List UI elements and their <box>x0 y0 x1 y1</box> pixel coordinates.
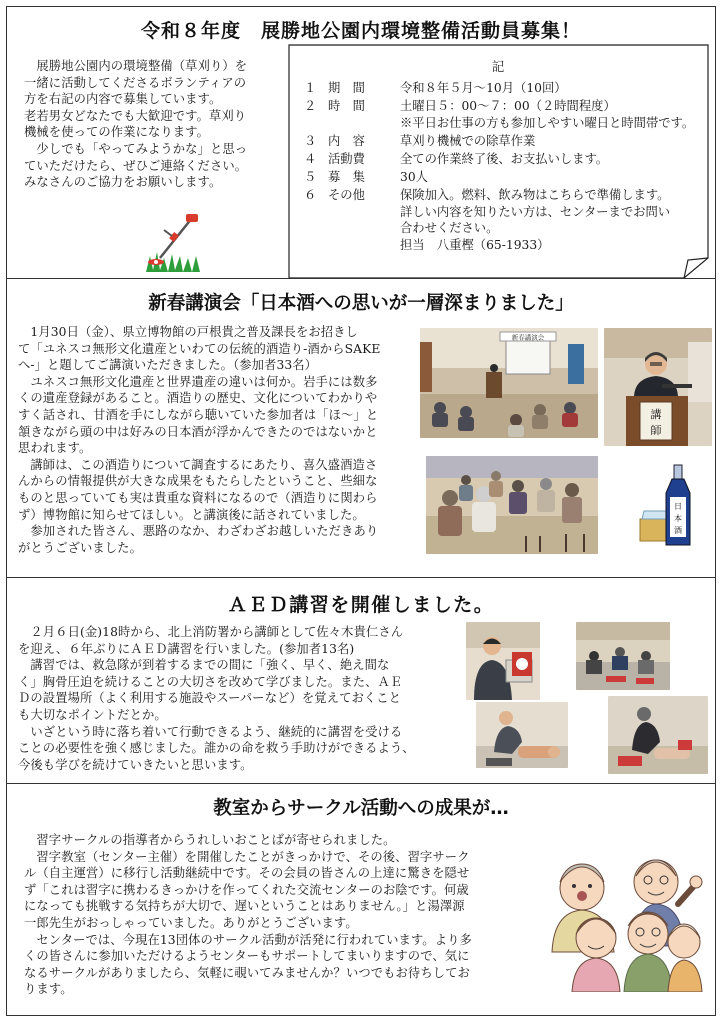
detail-label: 募 集 <box>328 170 365 184</box>
sake-label-2: 本 <box>674 514 682 523</box>
aed-title: ＡＥＤ講習を開催しました。 <box>227 594 495 616</box>
detail-value: 令和８年５月～10月（10回） <box>400 81 567 95</box>
recruit-section <box>6 6 716 278</box>
detail-value: 草刈り機械での除草作業 <box>400 134 536 148</box>
lecture-title: 新春講演会「日本酒への思いが一層深まりました」 <box>148 293 574 314</box>
speaker-photo <box>604 328 712 446</box>
detail-value: 保険加入。燃料、飲み物はこちらで準備します。 詳しい内容を知りたい方は、センターまでお問い 合わせください。 担当 八重樫（65-1933） <box>400 188 671 252</box>
detail-label: 期 間 <box>328 81 365 95</box>
detail-num: ４ <box>304 152 317 166</box>
detail-label: 時 間 <box>328 99 365 113</box>
circle-title: 教室からサークル活動への成果が… <box>213 798 509 819</box>
detail-value: 30人 <box>400 170 428 184</box>
lecture-section <box>6 279 716 576</box>
detail-value: 全ての作業終了後、お支払いします。 <box>400 152 609 166</box>
circle-section <box>6 784 716 1016</box>
detail-label: 内 容 <box>328 134 365 148</box>
detail-num: ５ <box>304 170 317 184</box>
detail-num: ６ <box>304 188 317 202</box>
lecture-banner-text: 新春講演会 <box>511 333 545 342</box>
podium-label-top: 講 <box>650 408 662 421</box>
lecture-body: 1月30日（金）、県立博物館の戸根貴之普及課長をお招きし て「ユネスコ無形文化遺産といわての伝統的酒造り-酒からSAKE へ-」と題してご講演いただきました。（参加者33名） ユネスコ無形文化遺産と世界遺産の違いは何か。岩手には数多 くの遺産登録があること。酒造りの歴史、文化についてわかりや すく話され、甘酒を手にしながら聴いていた参加者は「ほ～」と 頷きながら頭の中は好みの日本酒が浮かんできたのではないかと 思われます。 講師は、この酒造りについて調査するにあたり、喜久盛酒造さ んからの情報提供が大きな成果をもたらしたということ、些細な ものと思っていても実は貴重な資料になるので（酒造りに関わら ず）博物館に知らせてほしい。と講演後に話されていました。 参加された皆さん、悪路のなか、わざわざお越しいただきあり がとうございました。 <box>18 325 381 555</box>
detail-value: 土曜日５：00～７：00（２時間程度） ※平日お仕事の方も参加しやすい曜日と時間帯です。 <box>400 99 695 130</box>
sake-label-1: 日 <box>674 502 682 511</box>
recruit-title: 令和８年度 展勝地公園内環境整備活動員募集！ <box>140 20 581 42</box>
aed-practice-photo-2 <box>476 702 568 768</box>
notice-box <box>288 44 716 278</box>
detail-num: ２ <box>304 99 317 113</box>
circle-body: 習字サークルの指導者からうれしいおことばが寄せられました。 習字教室（センター主催）を開催したことがきっかけで、その後、習字サーク ル（自主運営）に移行し活動継続中です。その会員の皆さんの上達に驚きを隠せ ず「これは習字に携わるきっかけを作ってくれた交流センターのお陰です。何歳 になっても挑戦する気持ちが大切で、遅いということはありません。」と湯澤源 一郎先生がおっしゃっていました。ありがとうございます。 センターでは、今現在13団体のサークル活動が活発に行われています。より多 くの皆さんに参加いただけるようセンターもサポートしてまいりますので、気に なるサークルがありましたら、気軽に覗いてみませんか？いつでもお待ちしてお ります。 <box>24 833 472 997</box>
lecture-hall-photo <box>420 328 598 438</box>
aed-instructor-photo <box>466 622 540 700</box>
podium-label-bottom: 師 <box>650 424 662 437</box>
detail-label: 活動費 <box>328 152 365 166</box>
recruit-intro: 展勝地公園内の環境整備（草刈り）を 一緒に活動してくださるボランティアの 方を右記の内容で募集しています。 老若男女どなたでも大歓迎です。草刈り 機械を使っての作業になります。 少しでも「やってみようかな」と思っ ていただけたら、ぜひご連絡ください。 みなさんのご協力をお願いします。 <box>24 59 248 190</box>
detail-num: １ <box>304 81 317 95</box>
aed-section <box>6 578 716 782</box>
grass-trimmer-illustration <box>142 212 206 278</box>
notice-heading: 記 <box>491 59 505 74</box>
audience-photo <box>426 456 598 554</box>
sake-bottle-illustration <box>632 459 702 555</box>
detail-label: その他 <box>328 188 365 202</box>
aed-practice-photo-3 <box>608 696 708 774</box>
aed-practice-photo-1 <box>576 622 670 690</box>
elderly-group-illustration <box>544 842 704 996</box>
detail-num: ３ <box>304 134 317 148</box>
aed-body: ２月６日(金)18時から、北上消防署から講師として佐々木貴仁さん を迎え、６年ぶりにＡＥＤ講習を行いました。(参加者13名) 講習では、救急隊が到着するまでの間に「強く、早く、絶え間な く」胸骨圧迫を続けることの大切さを改めて学びました。また、ＡＥ Ｄの設置場所（よく利用する施設やスーパーなど）を覚えておくこと も大切なポイントだとか。 いざという時に落ち着いて行動できるよう、継続的に講習を受ける ことの必要性を強く感じました。誰かの命を救う手助けができるよう、 今後も学びを続けていきたいと思います。 <box>18 625 415 772</box>
sake-label-3: 酒 <box>674 526 682 535</box>
